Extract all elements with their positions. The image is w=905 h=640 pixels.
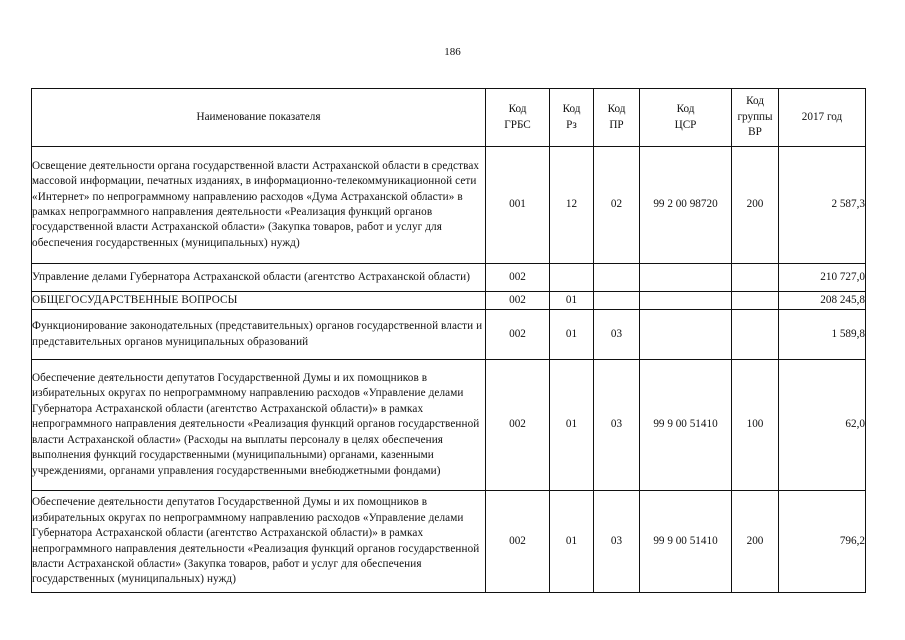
row-rz: 01 <box>550 292 594 310</box>
row-name: ОБЩЕГОСУДАРСТВЕННЫЕ ВОПРОСЫ <box>32 292 486 310</box>
row-name: Управление делами Губернатора Астраханской области (агентство Астраханской области) <box>32 264 486 292</box>
row-name: Обеспечение деятельности депутатов Государственной Думы и их помощников в избирательных округах по непрограммному направлению расходов «Управление делами Губернатора Астраханской области (агентство Астраханской области)» в рамках непрограммного направления деятельности «Реализация функций органов государственной власти Астраханской области» (Закупка товаров, работ и услуг для обеспечения государственных (муниципальных) нужд) <box>32 491 486 593</box>
row-grbs: 001 <box>486 147 550 264</box>
row-amount: 208 245,8 <box>779 292 866 310</box>
table-row <box>32 264 866 292</box>
table-row <box>32 360 866 491</box>
row-csr <box>640 264 732 292</box>
table-row <box>32 491 866 593</box>
row-vr: 100 <box>732 360 779 491</box>
header-year: 2017 год <box>779 89 866 147</box>
row-pr: 03 <box>594 491 640 593</box>
row-pr <box>594 292 640 310</box>
row-amount: 2 587,3 <box>779 147 866 264</box>
row-amount: 796,2 <box>779 491 866 593</box>
row-vr: 200 <box>732 147 779 264</box>
header-name: Наименование показателя <box>32 89 486 147</box>
row-csr <box>640 310 732 360</box>
row-pr: 03 <box>594 310 640 360</box>
budget-table <box>31 88 866 593</box>
row-csr: 99 9 00 51410 <box>640 491 732 593</box>
row-grbs: 002 <box>486 360 550 491</box>
row-csr: 99 9 00 51410 <box>640 360 732 491</box>
row-vr: 200 <box>732 491 779 593</box>
header-grbs: Код ГРБС <box>486 89 550 147</box>
row-rz <box>550 264 594 292</box>
page-number: 186 <box>444 46 461 58</box>
table-row <box>32 310 866 360</box>
header-pr: Код ПР <box>594 89 640 147</box>
header-vr: Код группы ВР <box>732 89 779 147</box>
row-vr <box>732 264 779 292</box>
row-vr <box>732 292 779 310</box>
row-vr <box>732 310 779 360</box>
header-rz: Код Рз <box>550 89 594 147</box>
row-grbs: 002 <box>486 491 550 593</box>
table-header-row <box>32 89 866 147</box>
row-pr: 03 <box>594 360 640 491</box>
table-row <box>32 292 866 310</box>
row-rz: 01 <box>550 360 594 491</box>
row-grbs: 002 <box>486 292 550 310</box>
row-grbs: 002 <box>486 264 550 292</box>
row-name: Освещение деятельности органа государственной власти Астраханской области в средствах массовой информации, печатных изданиях, в информационно-телекоммуникационной сети «Интернет» по непрограммному направлению расходов «Дума Астраханской области» в рамках непрограммного направления деятельности «Реализация функций органов государственной власти Астраханской области» (Закупка товаров, работ и услуг для обеспечения государственных (муниципальных) нужд) <box>32 147 486 264</box>
row-name: Обеспечение деятельности депутатов Государственной Думы и их помощников в избирательных округах по непрограммному направлению расходов «Управление делами Губернатора Астраханской области (агентство Астраханской области)» в рамках непрограммного направления деятельности «Реализация функций органов государственной власти Астраханской области» (Расходы на выплаты персоналу в целях обеспечения выполнения функций государственными (муниципальными) органами, казенными учреждениями, органами управления государственными внебюджетными фондами) <box>32 360 486 491</box>
row-amount: 1 589,8 <box>779 310 866 360</box>
row-pr <box>594 264 640 292</box>
row-name: Функционирование законодательных (представительных) органов государственной власти и представительных органов муниципальных образований <box>32 310 486 360</box>
row-csr <box>640 292 732 310</box>
row-grbs: 002 <box>486 310 550 360</box>
table-row <box>32 147 866 264</box>
row-pr: 02 <box>594 147 640 264</box>
row-rz: 12 <box>550 147 594 264</box>
header-csr: Код ЦСР <box>640 89 732 147</box>
row-amount: 62,0 <box>779 360 866 491</box>
row-amount: 210 727,0 <box>779 264 866 292</box>
row-rz: 01 <box>550 310 594 360</box>
row-csr: 99 2 00 98720 <box>640 147 732 264</box>
row-rz: 01 <box>550 491 594 593</box>
